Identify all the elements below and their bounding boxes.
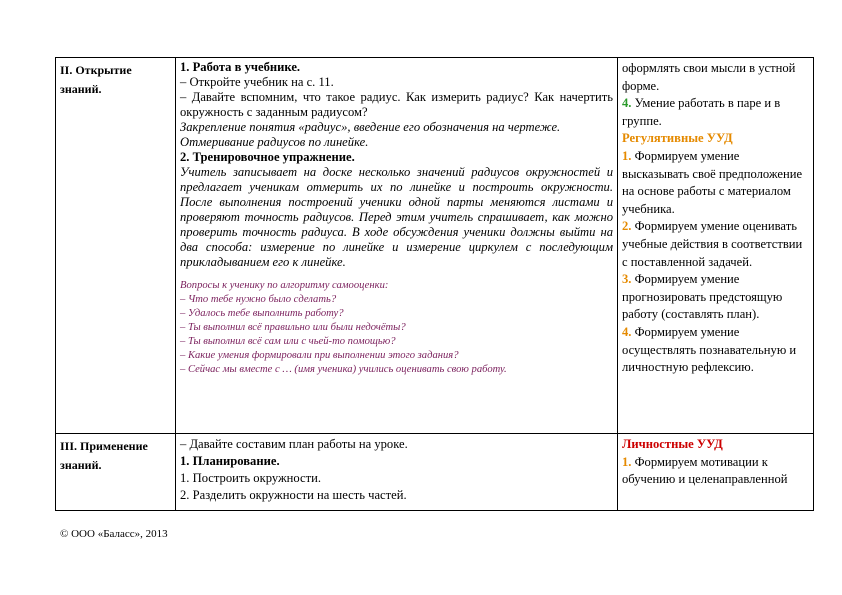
skill-text: оформлять свои мысли в устной форме. [622, 61, 796, 93]
text-line: – Откройте учебник на с. 11. [180, 75, 334, 89]
questions-title: Вопросы к ученику по алгоритму самооценки: [180, 280, 389, 291]
stage-title: III. Применение [60, 439, 148, 453]
question-part: ) учились оценивать свою работу. [352, 364, 507, 375]
skills-cell [618, 58, 814, 434]
text-line: – Давайте составим план работы на уроке. [180, 437, 408, 451]
section-heading: 1. Планирование. [180, 454, 280, 468]
skill-text: Умение работать в паре и в группе. [622, 96, 781, 128]
skill-item [622, 454, 809, 489]
skill-text: Формируем умение оценивать учебные действия в соответствии с поставленной задачей. [622, 219, 803, 269]
stage-cell [56, 434, 176, 511]
question-item: – Какие умения формировали при выполнении этого задания? [180, 350, 459, 361]
skill-item [622, 148, 809, 218]
skill-item [622, 95, 809, 130]
table-row [56, 434, 814, 511]
stage-title: II. Открытие [60, 63, 132, 77]
skill-item [622, 271, 809, 324]
skill-item [622, 218, 809, 271]
uud-heading: Регулятивные УУД [622, 131, 733, 146]
skill-text: Формируем умение прогнозировать предстоящую работу (составлять план). [622, 272, 783, 322]
question-part-italic: имя ученика [297, 364, 353, 375]
question-part: – Сейчас мы вместе с … ( [180, 364, 298, 375]
copyright-footer: © ООО «Баласс», 2013 [60, 528, 168, 540]
skill-text: Формируем умение осуществлять познавательную и личностную рефлексию. [622, 324, 797, 375]
table-row [56, 58, 814, 434]
lesson-table [55, 57, 814, 511]
skill-text: Формируем мотивации к обучению и целенаправленной [622, 454, 788, 487]
question-item: – Ты выполнил всё сам или с чьей-то помощью? [180, 336, 396, 347]
text-paragraph: – Давайте вспомним, что такое радиус. Как измерить радиус? Как начертить окружность с заданным радиусом? [180, 90, 613, 119]
skill-number: 1. [622, 148, 632, 163]
activity-cell [176, 434, 618, 511]
skill-number: 4. [622, 96, 632, 111]
question-item: – Что тебе нужно было сделать? [180, 294, 337, 305]
activity-cell [176, 58, 618, 434]
section-heading: 2. Тренировочное упражнение. [180, 150, 355, 164]
skill-number: 1. [622, 454, 632, 469]
stage-title: знаний. [60, 458, 102, 472]
uud-heading: Личностные УУД [622, 437, 723, 451]
stage-cell [56, 58, 176, 434]
skill-number: 2. [622, 219, 632, 234]
skill-text: Формируем умение высказывать своё предположение на основе работы с материалом учебника. [622, 148, 803, 216]
italic-note: Закрепление понятия «радиус», введение его обозначения на чертеже. Отмеривание радиусов по линейке. [180, 120, 561, 149]
italic-paragraph: Учитель записывает на доске несколько значений радиусов окружностей и предлагает ученикам отмерить их по линейке и построить окружности. После выполнения построений ученики одной парты меняются листами и проверяют точность радиусов. Перед этим учитель спрашивает, как можно проверить точность радиуса. В ходе обсуждения ученики должны выйти на два способа: измерение по линейке и измерение циркулем с последующим прикладыванием его к линейке. [180, 165, 613, 269]
skill-number: 4. [622, 324, 632, 339]
text-line: 2. Разделить окружности на шесть частей. [180, 488, 407, 502]
question-item: – Удалось тебе выполнить работу? [180, 308, 344, 319]
skill-item [622, 324, 809, 377]
question-item: – Ты выполнил всё правильно или были недочёты? [180, 322, 406, 333]
skills-cell [618, 434, 814, 511]
question-item [180, 363, 613, 377]
text-line: 1. Построить окружности. [180, 471, 321, 485]
section-heading: 1. Работа в учебнике. [180, 60, 301, 74]
skill-number: 3. [622, 272, 632, 287]
stage-title: знаний. [60, 82, 102, 96]
